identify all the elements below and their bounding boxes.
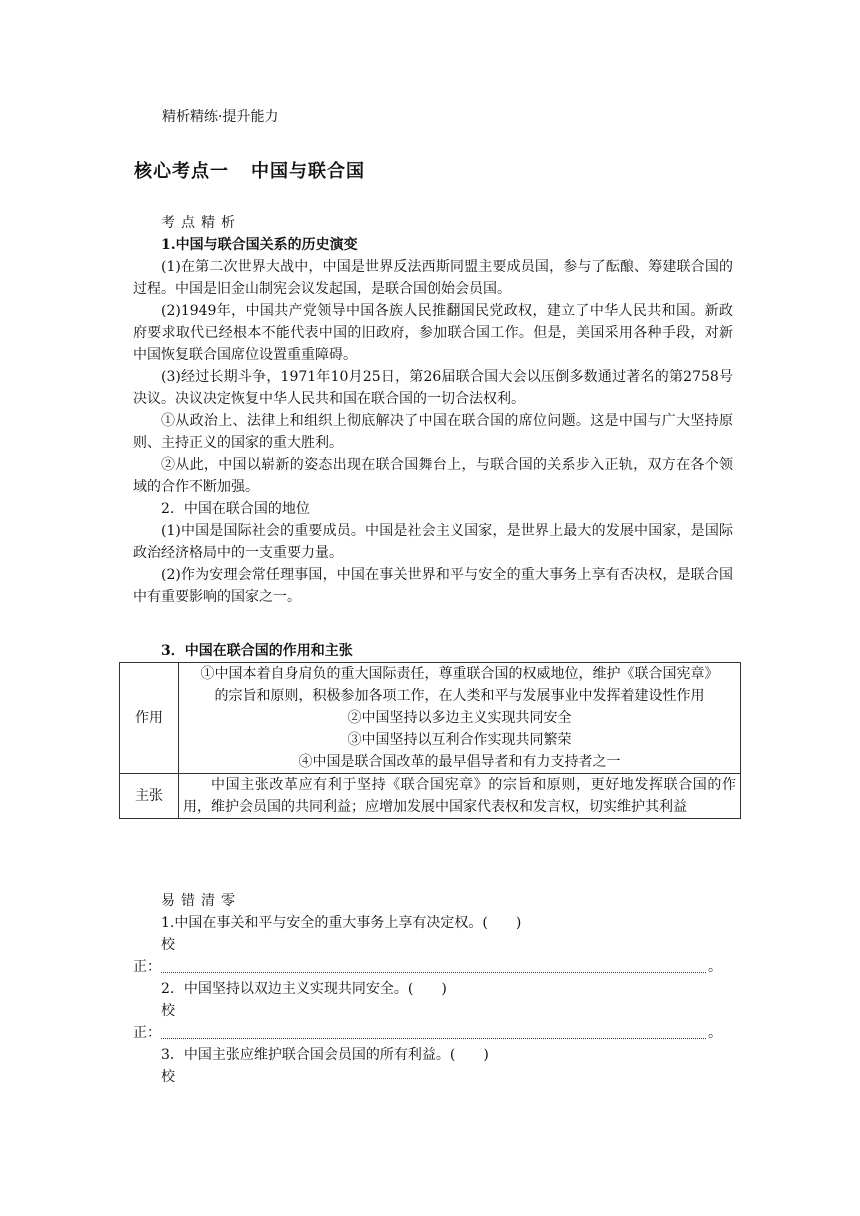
close-paren: ) <box>441 981 447 997</box>
analysis-section <box>133 212 733 608</box>
analysis-paragraph-4: ①从政治上、法律上和组织上彻底解决了中国在联合国的席位问题。这是中国与广大坚持原则、主持正义的国家的重大胜利。 <box>133 413 733 451</box>
close-paren: ) <box>515 915 522 931</box>
role-line: ②中国坚持以多边主义实现共同安全 <box>347 710 572 726</box>
core-topic-number: 核心考点一 <box>134 161 229 182</box>
role-proposal-table <box>119 662 741 819</box>
analysis-heading-1: 1.中国与联合国关系的历史演变 <box>161 237 358 253</box>
table-head-role: 作用 <box>120 663 179 774</box>
quiz-question-1 <box>133 912 733 934</box>
correction-line-1 <box>133 956 733 978</box>
quiz-label: 易错清零 <box>161 893 241 909</box>
correction-dotted-line[interactable] <box>161 1037 706 1039</box>
analysis-paragraph-5: ②从此，中国以崭新的姿态出现在联合国舞台上，与联合国的关系步入正轨，双方在各个领域的合作不断加强。 <box>133 457 733 495</box>
correction-dotted-line[interactable] <box>161 971 706 973</box>
table-cell-proposal: 中国主张改革应有利于坚持《联合国宪章》的宗旨和原则，更好地发挥联合国的作用，维护会员国的共同利益；应增加发展中国家代表权和发言权，切实维护其利益 <box>179 774 741 819</box>
role-line: ①中国本着自身肩负的重大国际责任，尊重联合国的权威地位，维护《联合国宪章》 <box>200 666 719 682</box>
table-cell-role <box>179 663 741 774</box>
analysis-paragraph-1: (1)在第二次世界大战中，中国是世界反法西斯同盟主要成员国，参与了酝酿、筹建联合国的过程。中国是旧金山制宪会议发起国，是联合国创始会员国。 <box>133 259 733 297</box>
analysis-heading-3-wrap <box>133 640 733 662</box>
quiz-question-3-text: 3．中国主张应维护联合国会员国的所有利益。( <box>161 1047 456 1063</box>
quiz-question-2-text: 2．中国坚持以双边主义实现共同安全。( <box>161 981 414 997</box>
quiz-question-1-text: 1.中国在事关和平与安全的重大事务上享有决定权。( <box>161 915 488 931</box>
analysis-heading-3: 3．中国在联合国的作用和主张 <box>161 643 353 659</box>
close-paren: ) <box>483 1047 489 1063</box>
table-row <box>120 663 741 774</box>
correction-label-a: 校 <box>161 937 175 953</box>
quiz-question-3 <box>133 1044 733 1066</box>
correction-label-a: 校 <box>161 1069 175 1085</box>
analysis-paragraph-6: (1)中国是国际社会的重要成员。中国是社会主义国家，是世界上最大的发展中国家，是国际政治经济格局中的一支重要力量。 <box>133 523 733 561</box>
core-topic-title <box>134 157 365 183</box>
correction-label-a: 校 <box>161 1003 175 1019</box>
correction-label-b: 正： <box>133 959 161 975</box>
table-head-proposal: 主张 <box>120 774 179 819</box>
correction-end-mark: 。 <box>708 1025 722 1041</box>
role-line: 的宗旨和原则，积极参加各项工作，在人类和平与发展事业中发挥着建设性作用 <box>214 688 705 704</box>
table-row <box>120 774 741 819</box>
analysis-label: 考点精析 <box>161 215 241 231</box>
role-line: ④中国是联合国改革的最早倡导者和有力支持者之一 <box>298 754 621 770</box>
correction-end-mark: 。 <box>708 959 722 975</box>
quiz-question-2 <box>133 978 733 1000</box>
quiz-section <box>133 890 733 1088</box>
analysis-heading-2: 2．中国在联合国的地位 <box>161 501 310 517</box>
analysis-paragraph-3: (3)经过长期斗争，1971年10月25日，第26届联合国大会以压倒多数通过著名的第2758号决议。决议决定恢复中华人民共和国在联合国的一切合法权利。 <box>133 369 733 407</box>
analysis-paragraph-2: (2)1949年，中国共产党领导中国各族人民推翻国民党政权，建立了中华人民共和国。新政府要求取代已经根本不能代表中国的旧政府，参加联合国工作。但是，美国采用各种手段，对新中国恢复联合国席位设置重重障碍。 <box>133 303 733 363</box>
analysis-paragraph-7: (2)作为安理会常任理事国，中国在事关世界和平与安全的重大事务上享有否决权，是联合国中有重要影响的国家之一。 <box>133 567 733 605</box>
core-topic-name: 中国与联合国 <box>251 161 365 182</box>
role-line: ③中国坚持以互利合作实现共同繁荣 <box>347 732 572 748</box>
correction-label-b: 正： <box>133 1025 161 1041</box>
correction-line-2 <box>133 1022 733 1044</box>
section-label: 精析精练·提升能力 <box>162 109 279 125</box>
